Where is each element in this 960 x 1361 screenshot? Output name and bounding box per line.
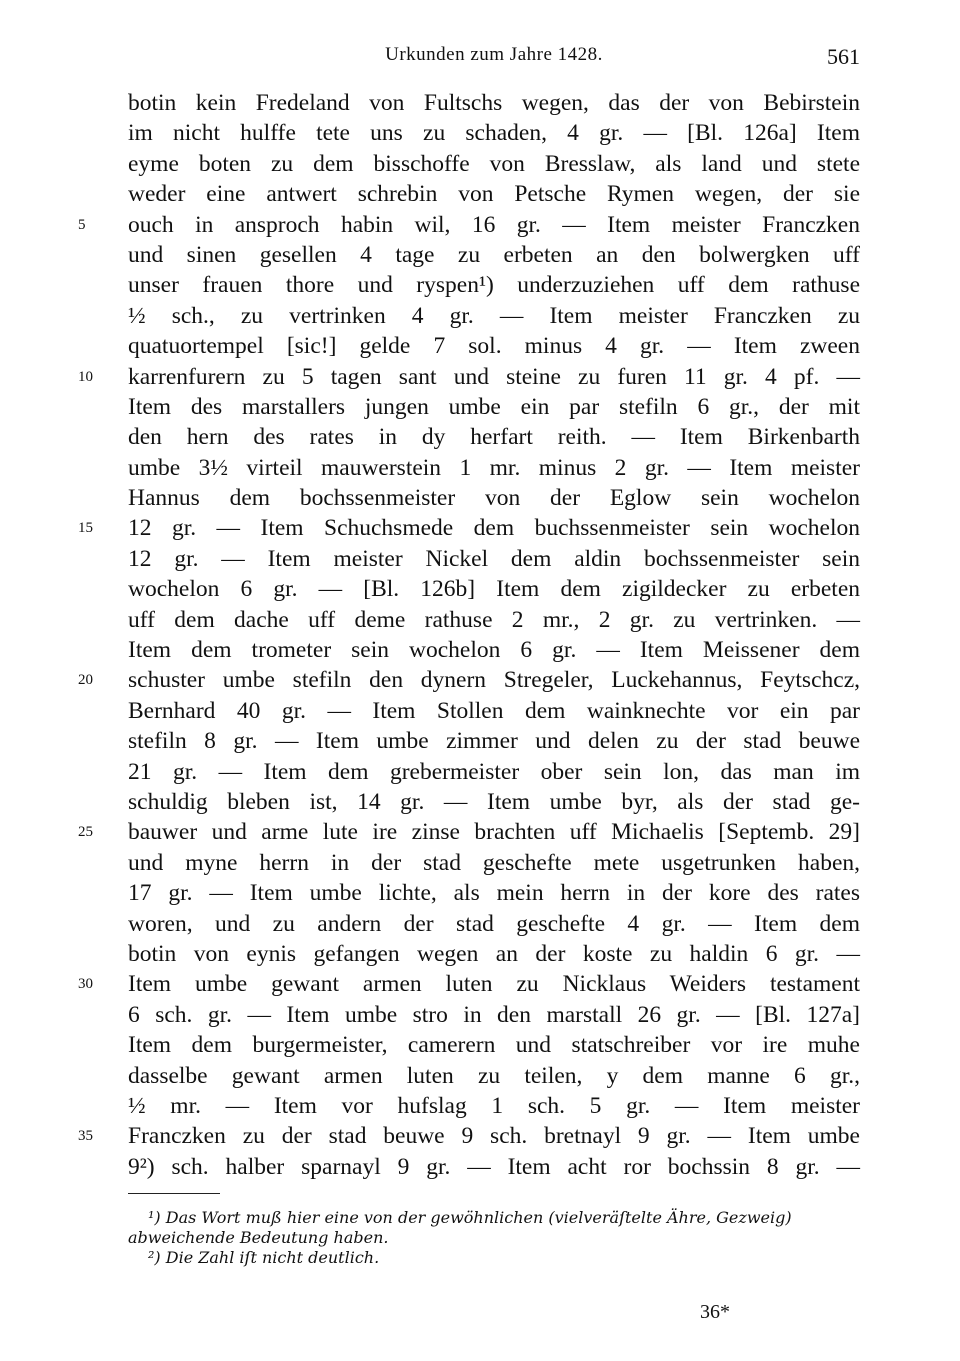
line-text: ½ mr. — Item vor hufslag 1 sch. 5 gr. — Item meister: [128, 1092, 860, 1119]
line-text: Item dem trometer sein wochelon 6 gr. — Item Meissener dem: [128, 637, 860, 664]
line-text: 17 gr. — Item umbe lichte, als mein herrn in der kore des rates: [128, 880, 860, 907]
line-text: umbe 3½ virteil mauwerstein 1 mr. minus 2 gr. — Item meister: [128, 454, 860, 481]
text-line: [128, 1152, 860, 1182]
line-text: Item umbe gewant armen luten zu Nicklaus Weiders testament: [128, 971, 860, 998]
page-number: 561: [827, 44, 860, 69]
text-line: [128, 88, 860, 118]
text-line: [128, 848, 860, 878]
footnotes: [128, 1208, 860, 1268]
text-line: [128, 483, 860, 513]
text-line: [128, 878, 860, 908]
text-line: [128, 726, 860, 756]
text-line: [128, 1091, 860, 1121]
line-number: 5: [78, 216, 86, 233]
line-number: 35: [78, 1128, 93, 1145]
line-text: uff dem dache uff deme rathuse 2 mr., 2 gr. zu vertrinken. —: [128, 606, 860, 633]
text-line: [128, 635, 860, 665]
line-number: 20: [78, 672, 93, 689]
text-line: [128, 392, 860, 422]
line-text: botin kein Fredeland von Fultschs wegen, das der von Bebirstein: [128, 90, 860, 116]
line-text: dasselbe gewant armen luten zu teilen, y dem manne 6 gr.,: [128, 1062, 860, 1089]
text-line: [128, 605, 860, 635]
line-text: Item dem burgermeister, camerern und statschreiber vor ire muhe: [128, 1032, 860, 1059]
line-number: 10: [78, 368, 93, 385]
footnote-line: ¹) Das Wort muß hier eine von der gewöhnlichen (vielveräſtelte Ähre, Gezweig): [148, 1208, 792, 1227]
text-line: [78, 1121, 860, 1151]
text-line: [128, 544, 860, 574]
line-text: stefiln 8 gr. — Item umbe zimmer und delen zu der stad beuwe: [128, 728, 860, 755]
text-line: [128, 149, 860, 179]
page-header: [128, 44, 860, 74]
line-text: bauwer und arme lute ire zinse brachten uff Michaelis [Septemb. 29]: [128, 819, 860, 846]
line-text: und sinen gesellen 4 tage zu erbeten an den bolwergken uff: [128, 241, 860, 268]
text-line: [128, 331, 860, 361]
line-text: und myne herrn in der stad geschefte mete usgetrunken haben,: [128, 849, 860, 876]
line-number: 30: [78, 976, 93, 993]
sheet-signature: 36*: [700, 1301, 730, 1323]
text-line: [128, 453, 860, 483]
line-text: 21 gr. — Item dem grebermeister ober sein lon, das man im: [128, 758, 860, 785]
line-text: im nicht hulffe tete uns zu schaden, 4 gr. — [Bl. 126a] Item: [128, 120, 860, 147]
line-text: karrenfurern zu 5 tagen sant und steine zu furen 11 gr. 4 pf. —: [128, 363, 860, 390]
line-text: den hern des rates in dy herfart reith. — Item Birkenbarth: [128, 424, 860, 451]
text-line: [128, 757, 860, 787]
line-text: ouch in ansproch habin wil, 16 gr. — Item meister Franczken: [128, 211, 860, 238]
text-line: [78, 665, 860, 695]
footnote-line: ²) Die Zahl iſt nicht deutlich.: [148, 1248, 380, 1267]
text-line: [128, 939, 860, 969]
line-text: schuster umbe stefiln den dynern Stregeler, Luckehannus, Feytschcz,: [128, 667, 860, 694]
line-text: eyme boten zu dem bisschoffe von Bresslaw, als land und stete: [128, 150, 860, 177]
text-line: [128, 787, 860, 817]
text-line: [128, 240, 860, 270]
text-line: [128, 1000, 860, 1030]
text-line: [78, 362, 860, 392]
text-line: [128, 301, 860, 331]
text-line: [128, 574, 860, 604]
line-text: Hannus dem bochssenmeister von der Eglow sein wochelon: [128, 485, 860, 512]
text-line: [128, 422, 860, 452]
line-text: quatuortempel [sic!] gelde 7 sol. minus 4 gr. — Item zween: [128, 333, 860, 360]
line-text: 6 sch. gr. — Item umbe stro in den marstall 26 gr. — [Bl. 127a]: [128, 1001, 860, 1028]
line-text: Bernhard 40 gr. — Item Stollen dem wainknechte vor ein par: [128, 697, 860, 724]
text-line: [128, 1030, 860, 1060]
text-line: [128, 179, 860, 209]
text-line: [128, 1061, 860, 1091]
line-text: ½ sch., zu vertrinken 4 gr. — Item meister Franczken zu: [128, 302, 860, 329]
text-line: [78, 817, 860, 847]
text-line: [128, 696, 860, 726]
footnote-line: abweichende Bedeutung haben.: [128, 1228, 389, 1247]
line-text: botin von eynis gefangen wegen an der koste zu haldin 6 gr. —: [128, 940, 860, 967]
line-text: Item des marstallers jungen umbe ein par stefiln 6 gr., der mit: [128, 393, 860, 420]
line-text: unser frauen thore und ryspen¹) underzuziehen uff dem rathuse: [128, 272, 860, 299]
footnote-divider: [128, 1193, 220, 1194]
text-line: [78, 969, 860, 999]
line-text: 12 gr. — Item Schuchsmede dem buchssenmeister sein wochelon: [128, 515, 860, 542]
body-text: [78, 88, 860, 1182]
text-line: [128, 909, 860, 939]
line-number: 25: [78, 824, 93, 841]
line-number: 15: [78, 520, 93, 537]
line-text: 12 gr. — Item meister Nickel dem aldin bochssenmeister sein: [128, 545, 860, 572]
line-text: weder eine antwert schrebin von Petsche Rymen wegen, der sie: [128, 181, 860, 208]
line-text: 9²) sch. halber sparnayl 9 gr. — Item acht ror bochssin 8 gr. —: [128, 1153, 860, 1180]
text-line: [128, 118, 860, 148]
line-text: Franczken zu der stad beuwe 9 sch. bretnayl 9 gr. — Item umbe: [128, 1123, 860, 1150]
text-line: [78, 210, 860, 240]
text-line: [128, 270, 860, 300]
line-text: wochelon 6 gr. — [Bl. 126b] Item dem zigildecker zu erbeten: [128, 576, 860, 603]
text-line: [78, 513, 860, 543]
running-title: Urkunden zum Jahre 1428.: [385, 44, 603, 65]
line-text: schuldig bleben ist, 14 gr. — Item umbe byr, als der stad ge-: [128, 788, 860, 815]
line-text: woren, und zu andern der stad geschefte 4 gr. — Item dem: [128, 910, 860, 937]
